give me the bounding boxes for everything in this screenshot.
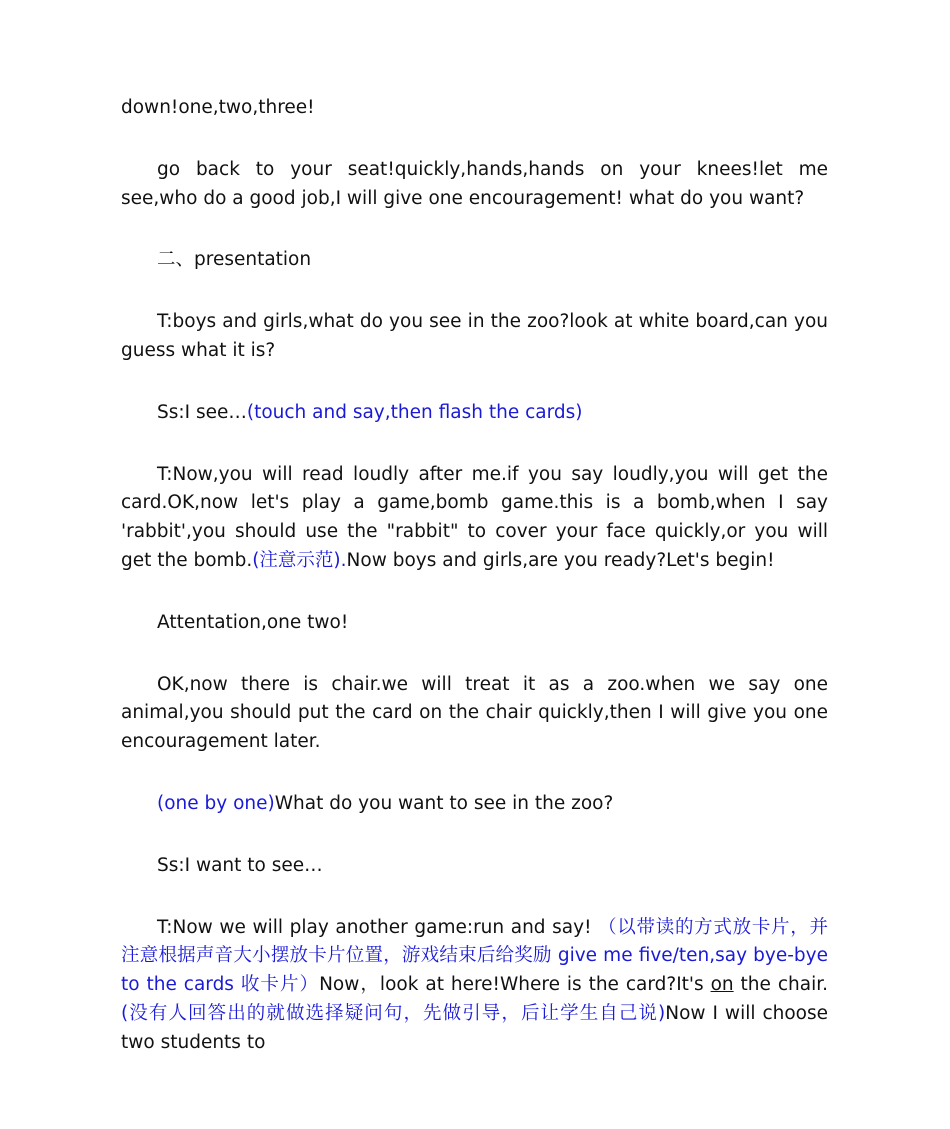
paragraph-students-see — [121, 399, 828, 428]
annotation-text: (one by one) — [157, 792, 275, 814]
paragraph-text: T:Now we will play another game:run and say! — [157, 916, 599, 938]
paragraph-text: Now I will choose two students to — [121, 1002, 829, 1053]
document-page — [121, 94, 828, 1091]
paragraph-text: down!one,two,three! — [121, 97, 315, 118]
paragraph-text: Attentation,one two! — [157, 611, 349, 633]
paragraph-teacher-question — [121, 308, 828, 366]
paragraph-students-want — [121, 852, 828, 881]
paragraph-text: What do you want to see in the zoo? — [274, 792, 614, 814]
paragraph-attention — [121, 609, 828, 638]
underlined-word: on — [710, 974, 734, 996]
paragraph-text: Now，look at here!Where is the card?It's — [319, 974, 711, 996]
paragraph-countdown — [121, 94, 828, 123]
annotation-text: (注意示范). — [252, 549, 347, 571]
paragraph-text: T:Now,you will read loudly after me.if you say loudly,you will get the card.OK,now let's play a game,bomb game.this is a bomb,when I say 'rabbit',you should use the "rabbit" to cover your face quickly,or you will get the bomb. — [121, 463, 828, 571]
annotation-text: （以带读的方式放卡片，并注意根据声音大小摆放卡片位置，游戏结束后给奖励 give me five/ten,say bye-bye to the cards 收卡片） — [121, 916, 828, 996]
paragraph-go-back — [121, 156, 828, 214]
section-heading-presentation — [121, 246, 828, 275]
annotation-text: (touch and say,then flash the cards) — [246, 401, 583, 423]
paragraph-chair-zoo — [121, 671, 828, 757]
annotation-text: (没有人回答出的就做选择疑问句，先做引导，后让学生自己说) — [121, 1002, 666, 1024]
paragraph-text: the chair. — [733, 974, 828, 996]
heading-text: 二、presentation — [157, 249, 312, 271]
paragraph-text: OK,now there is chair.we will treat it as a zoo.when we say one animal,you should put the card on the chair quickly,then I will give you one encouragement later. — [121, 673, 828, 753]
paragraph-run-and-say — [121, 914, 828, 1058]
paragraph-text: T:boys and girls,what do you see in the zoo?look at white board,can you guess what it is? — [121, 311, 828, 361]
paragraph-text: Ss:I want to see… — [157, 854, 323, 876]
paragraph-text: go back to your seat!quickly,hands,hands on your knees!let me see,who do a good job,I will give one encouragement! what do you want? — [121, 158, 828, 209]
paragraph-text: Now boys and girls,are you ready?Let's begin! — [346, 549, 775, 571]
paragraph-text: Ss:I see… — [157, 401, 247, 423]
paragraph-one-by-one — [121, 790, 828, 819]
paragraph-bomb-game — [121, 461, 828, 576]
